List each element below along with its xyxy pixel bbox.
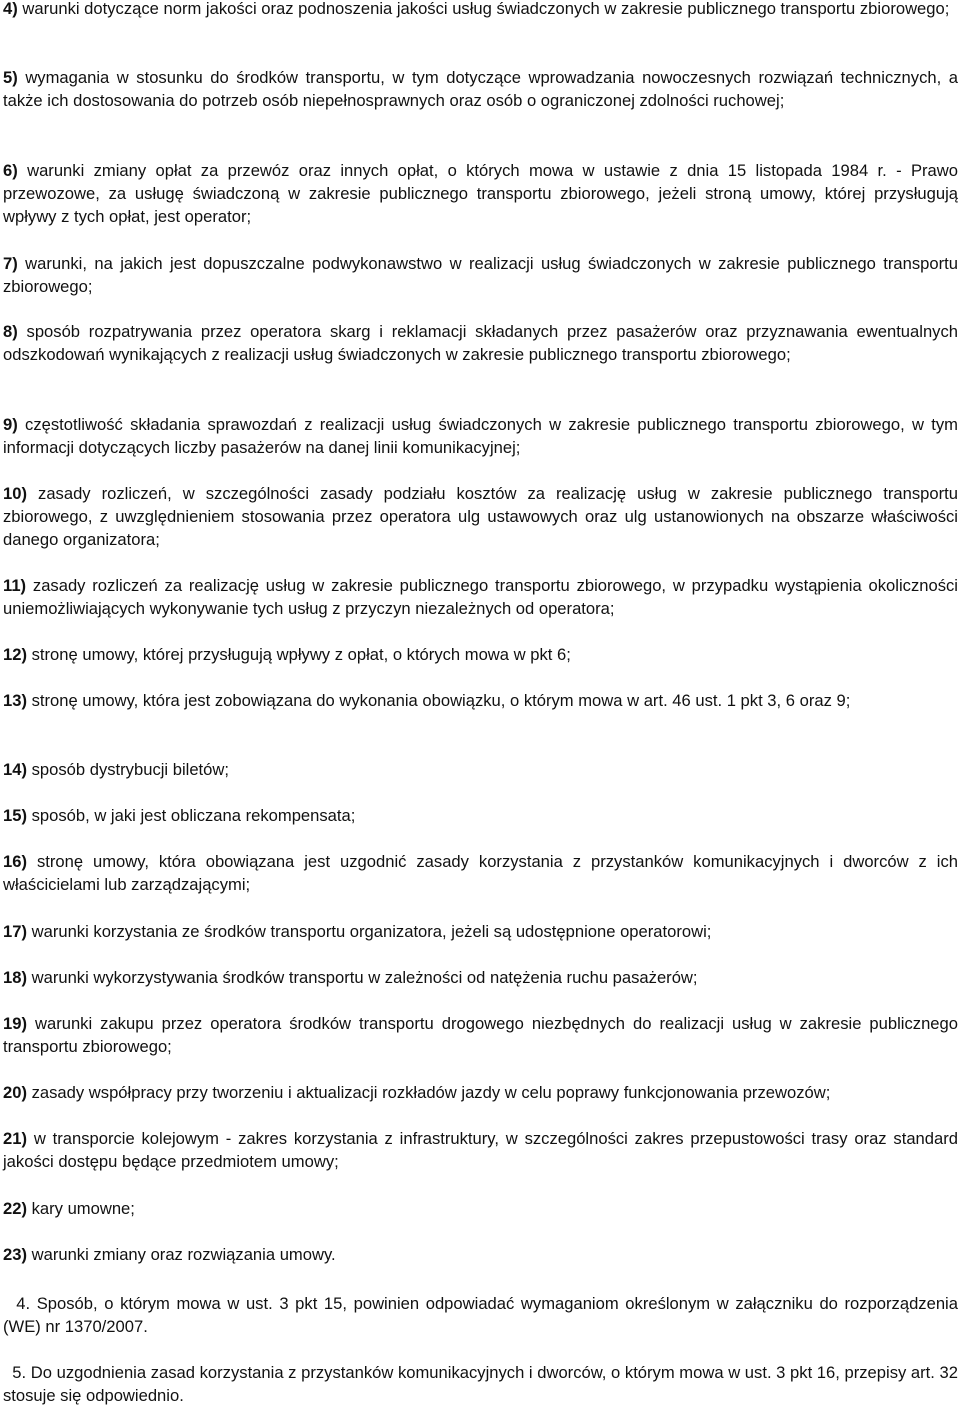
list-item-14: [3, 758, 958, 781]
item-text: warunki wykorzystywania środków transportu w zależności od natężenia ruchu pasażerów;: [31, 968, 698, 987]
item-number: 12): [3, 645, 27, 664]
paragraph-text: Do uzgodnienia zasad korzystania z przystanków komunikacyjnych i dworców, o którym mowa w ust. 3 pkt 16, przepisy art. 32 stosuje się odpowiednio.: [3, 1363, 958, 1405]
list-item-18: [3, 966, 958, 989]
item-number: 21): [3, 1129, 27, 1148]
item-number: 18): [3, 968, 27, 987]
paragraph-5: [3, 1361, 958, 1407]
list-item-7: [3, 252, 958, 298]
list-item-4: [3, 0, 958, 20]
item-text: sposób dystrybucji biletów;: [31, 760, 229, 779]
item-text: w transporcie kolejowym - zakres korzystania z infrastruktury, w szczególności zakres przepustowości trasy oraz standard jakości dostępu będące przedmiotem umowy;: [3, 1129, 958, 1171]
item-text: zasady rozliczeń, w szczególności zasady podziału kosztów za realizację usług w zakresie publicznego transportu zbiorowego, z uwzględnieniem stosowania przez operatora ulg ustawowych oraz ulg ustanowionych na obszarze właściwości danego organizatora;: [3, 484, 958, 549]
item-number: 19): [3, 1014, 27, 1033]
list-item-15: [3, 804, 958, 827]
list-item-19: [3, 1012, 958, 1058]
item-number: 6): [3, 161, 18, 180]
list-item-16: [3, 850, 958, 896]
item-number: 20): [3, 1083, 27, 1102]
list-item-23: [3, 1243, 958, 1266]
list-item-6: [3, 159, 958, 228]
paragraph-text: Sposób, o którym mowa w ust. 3 pkt 15, powinien odpowiadać wymaganiom określonym w załączniku do rozporządzenia (WE) nr 1370/2007.: [3, 1294, 958, 1336]
list-item-21: [3, 1127, 958, 1173]
item-text: warunki, na jakich jest dopuszczalne podwykonawstwo w realizacji usług świadczonych w zakresie publicznego transportu zbiorowego;: [3, 254, 958, 296]
list-item-8: [3, 320, 958, 366]
item-text: stronę umowy, która jest zobowiązana do wykonania obowiązku, o którym mowa w art. 46 ust. 1 pkt 3, 6 oraz 9;: [31, 691, 851, 710]
paragraph-4: [3, 1292, 958, 1338]
item-number: 14): [3, 760, 27, 779]
item-number: 16): [3, 852, 27, 871]
item-number: 9): [3, 415, 18, 434]
item-number: 5): [3, 68, 18, 87]
item-text: warunki korzystania ze środków transportu organizatora, jeżeli są udostępnione operatorowi;: [31, 922, 712, 941]
item-text: sposób, w jaki jest obliczana rekompensata;: [31, 806, 356, 825]
item-text: stronę umowy, której przysługują wpływy z opłat, o których mowa w pkt 6;: [31, 645, 571, 664]
item-text: sposób rozpatrywania przez operatora skarg i reklamacji składanych przez pasażerów oraz przyznawania ewentualnych odszkodowań wynikających z realizacji usług świadczonych w zakresie publicznego transportu zbiorowego;: [3, 322, 958, 364]
item-number: 11): [3, 576, 27, 595]
list-item-12: [3, 643, 958, 666]
item-text: warunki zakupu przez operatora środków transportu drogowego niezbędnych do realizacji usług w zakresie publicznego transportu zbiorowego;: [3, 1014, 958, 1056]
list-item-17: [3, 920, 958, 943]
list-item-10: [3, 482, 958, 551]
item-number: 23): [3, 1245, 27, 1264]
item-text: stronę umowy, która obowiązana jest uzgodnić zasady korzystania z przystanków komunikacyjnych i dworców z ich właścicielami lub zarządzającymi;: [3, 852, 958, 894]
paragraph-number: 4.: [16, 1294, 31, 1313]
item-number: 7): [3, 254, 18, 273]
item-number: 22): [3, 1199, 27, 1218]
item-text: zasady rozliczeń za realizację usług w zakresie publicznego transportu zbiorowego, w przypadku wystąpienia okoliczności uniemożliwiających wykonywanie tych usług z przyczyn niezależnych od operatora;: [3, 576, 958, 618]
item-number: 8): [3, 322, 18, 341]
list-item-20: [3, 1081, 958, 1104]
item-text: wymagania w stosunku do środków transportu, w tym dotyczące wprowadzania nowoczesnych rozwiązań technicznych, a także ich dostosowania do potrzeb osób niepełnosprawnych oraz osób o ograniczonej zdolności ruchowej;: [3, 68, 958, 110]
item-text: warunki dotyczące norm jakości oraz podnoszenia jakości usług świadczonych w zakresie publicznego transportu zbiorowego;: [22, 0, 950, 18]
item-text: warunki zmiany opłat za przewóz oraz innych opłat, o których mowa w ustawie z dnia 15 listopada 1984 r. - Prawo przewozowe, za usługę świadczoną w zakresie publicznego transportu zbiorowego, jeżeli stroną umowy, której przysługują wpływy z tych opłat, jest operator;: [3, 161, 958, 226]
item-number: 10): [3, 484, 27, 503]
item-text: zasady współpracy przy tworzeniu i aktualizacji rozkładów jazdy w celu poprawy funkcjonowania przewozów;: [31, 1083, 831, 1102]
list-item-22: [3, 1197, 958, 1220]
item-text: częstotliwość składania sprawozdań z realizacji usług świadczonych w zakresie publicznego transportu zbiorowego, w tym informacji dotyczących liczby pasażerów na danej linii komunikacyjnej;: [3, 415, 958, 457]
list-item-5: [3, 66, 958, 112]
item-text: warunki zmiany oraz rozwiązania umowy.: [31, 1245, 336, 1264]
list-item-13: [3, 689, 958, 712]
paragraph-number: 5.: [12, 1363, 27, 1382]
item-number: 13): [3, 691, 27, 710]
item-number: 17): [3, 922, 27, 941]
item-text: kary umowne;: [31, 1199, 135, 1218]
list-item-11: [3, 574, 958, 620]
item-number: 4): [3, 0, 18, 18]
item-number: 15): [3, 806, 27, 825]
list-item-9: [3, 413, 958, 459]
